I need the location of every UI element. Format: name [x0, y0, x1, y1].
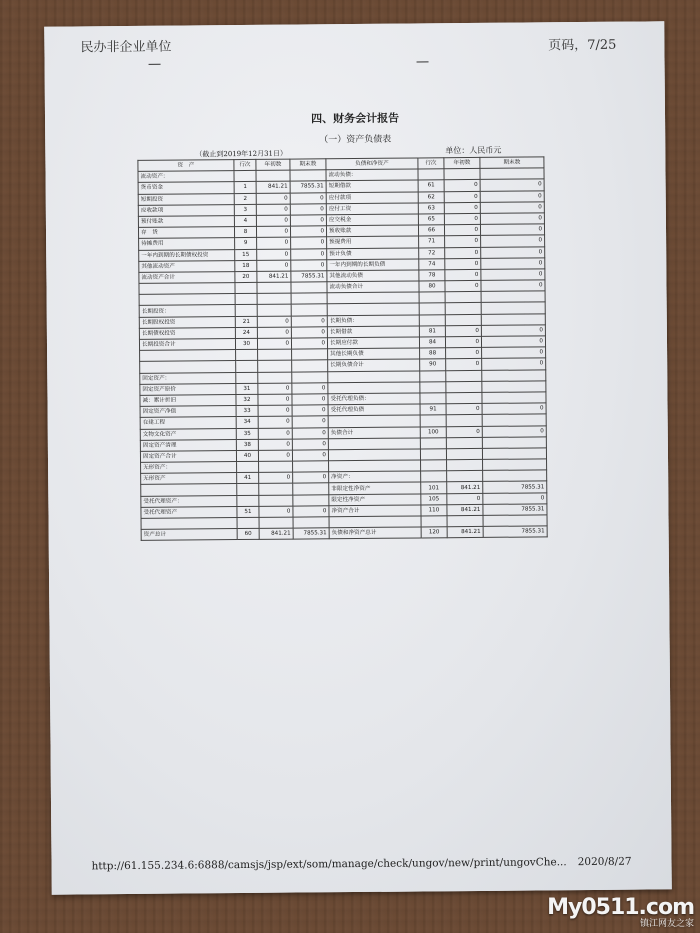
cell-asset-begin — [257, 282, 291, 293]
cell-asset-end: 0 — [290, 204, 326, 216]
header-cell: 行次 — [418, 158, 444, 169]
cell-asset-line: 41 — [237, 473, 259, 484]
header-cell: 期末数 — [480, 157, 544, 169]
cell-liability-name: 应付工资 — [326, 203, 418, 215]
cell-asset-end: 7855.31 — [290, 181, 326, 193]
cell-asset-begin: 0 — [258, 383, 292, 394]
cell-asset-end: 0 — [291, 259, 327, 271]
cell-liability-line: 61 — [418, 180, 444, 191]
cell-liability-begin: 841.21 — [447, 504, 483, 516]
balance-sheet-table — [137, 156, 547, 541]
divider — [417, 61, 429, 62]
cell-liability-end: 0 — [482, 358, 546, 370]
cell-liability-name: 受托代理负债 — [328, 404, 420, 416]
cell-asset-end: 7855.31 — [293, 528, 329, 540]
cell-liability-begin — [446, 415, 482, 427]
cell-liability-end — [481, 302, 545, 314]
cell-liability-begin — [445, 292, 481, 304]
cell-asset-begin: 0 — [256, 193, 290, 204]
cell-liability-begin — [447, 515, 483, 527]
cell-asset-name — [140, 350, 236, 362]
cell-liability-begin: 0 — [446, 404, 482, 416]
cell-asset-end: 0 — [293, 472, 329, 484]
cell-liability-name: 预收账款 — [326, 225, 418, 237]
cell-liability-name — [328, 382, 420, 394]
cell-asset-end: 0 — [292, 383, 328, 395]
currency-unit: 单位：人民币元 — [445, 145, 502, 156]
cell-liability-name: 短期借款 — [326, 180, 418, 192]
cell-asset-line: 18 — [235, 260, 257, 271]
cell-liability-name: 非限定性净资产 — [329, 482, 421, 494]
cell-asset-line — [237, 495, 259, 506]
table-row — [141, 526, 547, 541]
cell-liability-name: 长期负债合计 — [328, 359, 420, 371]
cell-asset-line — [237, 517, 259, 528]
cell-liability-begin: 0 — [445, 336, 481, 348]
cell-liability-end — [483, 470, 547, 482]
header-cell: 行次 — [234, 159, 256, 170]
cell-liability-begin — [445, 303, 481, 315]
cell-asset-begin — [258, 360, 292, 371]
cell-asset-name: 长期投资合计 — [139, 339, 235, 351]
cell-asset-line: 32 — [236, 394, 258, 405]
cell-asset-end — [293, 483, 329, 495]
cell-asset-line: 4 — [234, 215, 256, 226]
cell-liability-name: 限定性净资产 — [329, 494, 421, 506]
cell-liability-name — [328, 449, 420, 461]
cell-asset-name: 长期投资： — [139, 305, 235, 317]
cell-liability-end: 0 — [480, 190, 544, 202]
cell-liability-begin: 0 — [444, 191, 480, 203]
cell-liability-end — [481, 291, 545, 303]
cell-asset-end — [292, 360, 328, 372]
cell-asset-line — [235, 282, 257, 293]
section-title: 四、财务会计报告 — [310, 111, 400, 126]
divider — [149, 64, 161, 65]
cell-liability-line: 84 — [419, 337, 445, 348]
cell-asset-name: 应收款项 — [138, 204, 234, 216]
cell-asset-name — [139, 283, 235, 295]
cell-liability-begin: 0 — [444, 225, 480, 237]
cell-liability-begin: 0 — [445, 269, 481, 281]
cell-asset-name: 无形资产： — [141, 462, 237, 474]
cell-liability-line — [419, 292, 445, 303]
cell-asset-begin: 0 — [256, 215, 290, 226]
cell-asset-line: 34 — [236, 417, 258, 428]
cell-asset-end — [291, 304, 327, 316]
cell-asset-line — [235, 294, 257, 305]
cell-asset-end: 0 — [292, 416, 328, 428]
cell-liability-line — [421, 460, 447, 471]
cell-liability-end: 0 — [480, 224, 544, 236]
cell-liability-end: 0 — [482, 403, 546, 415]
cell-liability-begin: 0 — [444, 213, 480, 225]
cell-liability-end: 0 — [480, 179, 544, 191]
cell-liability-line: 120 — [421, 527, 447, 538]
cell-liability-name — [329, 460, 421, 472]
cell-asset-begin: 0 — [257, 338, 291, 349]
cell-asset-begin — [258, 372, 292, 383]
cell-asset-end: 0 — [291, 237, 327, 249]
cell-asset-begin — [259, 495, 293, 506]
cell-liability-line: 101 — [421, 482, 447, 493]
cell-liability-name — [329, 516, 421, 528]
cell-asset-end — [290, 170, 326, 182]
cell-asset-line: 31 — [236, 383, 258, 394]
cell-asset-begin: 0 — [257, 260, 291, 271]
cell-asset-line — [236, 350, 258, 361]
cell-liability-begin: 0 — [445, 280, 481, 292]
cell-liability-name: 受托代理负债： — [328, 393, 420, 405]
cell-liability-name: 长期应付款 — [327, 337, 419, 349]
cell-asset-begin — [259, 484, 293, 495]
cell-asset-begin — [256, 170, 290, 181]
cell-liability-begin: 0 — [445, 236, 481, 248]
page-number: 页码，7/25 — [548, 37, 617, 54]
cell-asset-line: 51 — [237, 506, 259, 517]
cell-asset-name: 短期投资 — [138, 193, 234, 205]
cell-asset-name: 流动资产： — [138, 171, 234, 183]
cell-liability-name: 流动负债： — [326, 169, 418, 181]
header-cell: 期末数 — [290, 159, 326, 171]
cell-liability-begin — [447, 459, 483, 471]
cell-asset-end: 0 — [290, 215, 326, 227]
cell-asset-line: 33 — [236, 405, 258, 416]
cell-asset-end: 0 — [292, 394, 328, 406]
cell-liability-line: 66 — [418, 225, 444, 236]
cell-asset-end: 0 — [292, 450, 328, 462]
cell-liability-line — [421, 516, 447, 527]
cell-liability-begin: 0 — [446, 359, 482, 371]
cell-liability-end: 0 — [481, 325, 545, 337]
cell-liability-name: 应付款项 — [326, 192, 418, 204]
cell-asset-end — [292, 371, 328, 383]
cell-asset-name: 长期债权投资 — [139, 327, 235, 339]
cell-asset-end — [291, 293, 327, 305]
cell-asset-begin: 0 — [259, 472, 293, 483]
cell-liability-begin: 0 — [445, 325, 481, 337]
cell-asset-end — [293, 461, 329, 473]
cell-asset-name: 流动资产合计 — [139, 271, 235, 283]
cell-asset-begin: 0 — [258, 428, 292, 439]
cell-liability-name: 净资产合计 — [329, 505, 421, 517]
cell-liability-begin — [447, 471, 483, 483]
cell-liability-name — [328, 371, 420, 383]
cell-liability-begin — [446, 392, 482, 404]
cell-asset-name: 货币资金 — [138, 182, 234, 194]
org-type-header: 民办非企业单位 — [80, 39, 172, 56]
cell-liability-line — [418, 169, 444, 180]
cell-asset-begin: 0 — [258, 416, 292, 427]
cell-asset-begin: 841.21 — [259, 528, 293, 539]
cell-liability-line — [420, 381, 446, 392]
cell-asset-name — [141, 484, 237, 496]
cell-liability-line: 88 — [420, 348, 446, 359]
cell-liability-end: 7855.31 — [483, 504, 547, 516]
cell-asset-begin: 0 — [257, 316, 291, 327]
cell-asset-begin: 841.21 — [256, 181, 290, 192]
cell-liability-begin: 0 — [446, 348, 482, 360]
cell-liability-name: 长期借款 — [327, 326, 419, 338]
cell-asset-line — [235, 305, 257, 316]
cell-liability-end — [482, 414, 546, 426]
cell-asset-line: 40 — [236, 450, 258, 461]
cell-asset-name: 固定资产净值 — [140, 406, 236, 418]
cell-liability-end — [482, 392, 546, 404]
cell-asset-begin: 0 — [258, 405, 292, 416]
cell-asset-line: 38 — [236, 439, 258, 450]
cell-asset-line: 8 — [234, 227, 256, 238]
cell-asset-end — [293, 517, 329, 529]
cell-asset-begin: 0 — [256, 226, 290, 237]
cell-liability-line: 105 — [421, 493, 447, 504]
cell-liability-line — [420, 449, 446, 460]
cell-asset-line: 21 — [235, 316, 257, 327]
cell-liability-begin — [446, 437, 482, 449]
cell-liability-name: 流动负债合计 — [327, 281, 419, 293]
cell-liability-line: 80 — [419, 281, 445, 292]
cell-asset-begin: 0 — [258, 450, 292, 461]
cell-asset-name: 无形资产 — [141, 473, 237, 485]
cell-asset-end: 0 — [291, 248, 327, 260]
cell-asset-end: 0 — [291, 315, 327, 327]
cell-asset-name: 资产总计 — [141, 529, 237, 541]
cell-liability-name — [327, 303, 419, 315]
cell-liability-begin: 0 — [445, 247, 481, 259]
cell-asset-name: 固定资产： — [140, 372, 236, 384]
cell-liability-name: 净资产： — [329, 471, 421, 483]
cell-asset-line: 30 — [235, 338, 257, 349]
cell-liability-name — [327, 292, 419, 304]
cell-liability-end — [482, 437, 546, 449]
watermark-tagline: 镇江网友之家 — [639, 919, 694, 929]
cell-liability-line — [420, 415, 446, 426]
cell-asset-name — [141, 518, 237, 530]
cell-asset-begin — [258, 349, 292, 360]
cell-liability-end: 0 — [482, 425, 546, 437]
cell-asset-end: 0 — [290, 226, 326, 238]
cell-asset-name: 固定资产合计 — [140, 450, 236, 462]
cell-liability-begin: 841.21 — [447, 482, 483, 494]
cell-asset-begin: 0 — [257, 237, 291, 248]
watermark — [547, 895, 694, 929]
header-cell: 年初数 — [444, 157, 480, 169]
watermark-brand: My0511.com — [547, 895, 694, 920]
cell-asset-line: 9 — [235, 238, 257, 249]
header-cell: 负债和净资产 — [326, 158, 418, 170]
paper-sheet — [44, 21, 672, 894]
cell-asset-line: 35 — [236, 428, 258, 439]
cell-asset-name — [139, 294, 235, 306]
cell-liability-begin: 0 — [445, 258, 481, 270]
as-of-date: （截止到2019年12月31日） — [195, 149, 288, 159]
cell-liability-end — [482, 448, 546, 460]
cell-asset-name: 减：累计折旧 — [140, 395, 236, 407]
cell-asset-line: 2 — [234, 193, 256, 204]
cell-liability-end: 0 — [481, 280, 545, 292]
cell-liability-line — [419, 303, 445, 314]
cell-liability-end — [483, 459, 547, 471]
header-cell: 资 产 — [138, 160, 234, 172]
cell-liability-end: 0 — [483, 492, 547, 504]
cell-asset-name: 长期股权投资 — [139, 316, 235, 328]
cell-liability-end: 7855.31 — [483, 526, 547, 538]
cell-asset-end: 0 — [292, 427, 328, 439]
cell-asset-name: 存 货 — [138, 227, 234, 239]
cell-asset-begin — [259, 517, 293, 528]
cell-liability-line: 81 — [419, 326, 445, 337]
cell-asset-name: 固定资产原价 — [140, 383, 236, 395]
cell-asset-begin: 0 — [256, 204, 290, 215]
cell-asset-begin: 0 — [257, 327, 291, 338]
cell-asset-line: 1 — [234, 182, 256, 193]
cell-liability-begin — [444, 169, 480, 181]
cell-asset-line — [237, 484, 259, 495]
table-title: （一）资产负债表 — [319, 134, 392, 146]
cell-liability-begin — [446, 381, 482, 393]
cell-asset-line: 24 — [235, 327, 257, 338]
cell-liability-end: 0 — [481, 269, 545, 281]
cell-asset-end: 0 — [292, 438, 328, 450]
cell-asset-begin: 841.21 — [257, 271, 291, 282]
cell-liability-end: 0 — [481, 246, 545, 258]
cell-liability-line: 71 — [419, 236, 445, 247]
cell-asset-begin: 0 — [257, 249, 291, 260]
cell-asset-line — [237, 461, 259, 472]
cell-liability-line — [420, 370, 446, 381]
cell-liability-end — [483, 515, 547, 527]
cell-asset-line — [234, 171, 256, 182]
cell-asset-name: 受托代理资产 — [141, 506, 237, 518]
cell-asset-end: 0 — [291, 327, 327, 339]
cell-liability-name: 其他流动负债 — [327, 270, 419, 282]
cell-asset-begin: 0 — [258, 394, 292, 405]
cell-liability-end: 0 — [480, 202, 544, 214]
cell-asset-begin: 0 — [259, 506, 293, 517]
cell-liability-line — [419, 314, 445, 325]
cell-liability-begin: 0 — [447, 493, 483, 505]
cell-asset-end: 0 — [293, 506, 329, 518]
cell-liability-line — [421, 471, 447, 482]
cell-asset-line — [236, 372, 258, 383]
cell-asset-line: 3 — [234, 204, 256, 215]
cell-asset-line: 60 — [237, 529, 259, 540]
cell-liability-name: 预计负债 — [327, 247, 419, 259]
cell-liability-line: 100 — [420, 426, 446, 437]
cell-asset-end — [292, 349, 328, 361]
cell-liability-end — [481, 313, 545, 325]
cell-liability-name: 一年内到期的长期负债 — [327, 259, 419, 271]
header-cell: 年初数 — [256, 159, 290, 170]
cell-asset-end: 7855.31 — [291, 271, 327, 283]
cell-asset-end: 0 — [291, 338, 327, 350]
cell-liability-end: 7855.31 — [483, 481, 547, 493]
cell-liability-line: 90 — [420, 359, 446, 370]
cell-liability-end — [482, 381, 546, 393]
cell-asset-name — [140, 361, 236, 373]
cell-liability-end — [482, 369, 546, 381]
cell-liability-begin: 0 — [446, 426, 482, 438]
cell-liability-line: 74 — [419, 258, 445, 269]
cell-liability-begin: 0 — [444, 202, 480, 214]
cell-liability-begin — [446, 448, 482, 460]
cell-asset-name: 待摊费用 — [139, 238, 235, 250]
cell-asset-end: 0 — [292, 405, 328, 417]
cell-asset-name: 固定资产清理 — [140, 439, 236, 451]
cell-asset-end: 0 — [290, 192, 326, 204]
cell-liability-name: 负债和净资产总计 — [329, 527, 421, 539]
cell-asset-end — [291, 282, 327, 294]
cell-asset-begin — [259, 461, 293, 472]
cell-asset-name: 在建工程 — [140, 417, 236, 429]
cell-asset-begin — [257, 293, 291, 304]
cell-liability-end: 0 — [481, 336, 545, 348]
cell-asset-line: 15 — [235, 249, 257, 260]
cell-liability-begin: 841.21 — [447, 527, 483, 539]
cell-liability-name: 应交税金 — [326, 214, 418, 226]
cell-liability-line: 72 — [419, 247, 445, 258]
cell-liability-name: 长期负债： — [327, 315, 419, 327]
cell-asset-begin — [257, 305, 291, 316]
cell-asset-name: 其他流动资产 — [139, 260, 235, 272]
cell-asset-name: 一年内到期的长期债权投资 — [139, 249, 235, 261]
cell-asset-begin: 0 — [258, 439, 292, 450]
cell-liability-name: 预提费用 — [327, 236, 419, 248]
cell-liability-begin — [446, 370, 482, 382]
cell-liability-end: 0 — [481, 235, 545, 247]
cell-liability-line: 65 — [418, 214, 444, 225]
cell-liability-name: 其他长期负债 — [328, 348, 420, 360]
cell-liability-line — [420, 393, 446, 404]
footer-date: 2020/8/27 — [577, 855, 632, 869]
cell-liability-begin: 0 — [444, 180, 480, 192]
cell-liability-end: 0 — [482, 347, 546, 359]
cell-liability-end: 0 — [480, 213, 544, 225]
cell-asset-line: 20 — [235, 271, 257, 282]
cell-liability-begin — [445, 314, 481, 326]
cell-asset-name: 文物文化资产 — [140, 428, 236, 440]
cell-liability-line: 63 — [418, 202, 444, 213]
cell-asset-line — [236, 361, 258, 372]
cell-asset-end — [293, 494, 329, 506]
cell-liability-line: 91 — [420, 404, 446, 415]
cell-liability-line: 62 — [418, 191, 444, 202]
cell-asset-name: 预付账款 — [138, 216, 234, 228]
cell-liability-name — [328, 415, 420, 427]
footer-url: http://61.155.234.6:6888/camsjs/jsp/ext/som/manage/check/ungov/new/print/ungovChe... — [91, 856, 567, 873]
cell-liability-line — [420, 437, 446, 448]
cell-liability-name: 负债合计 — [328, 426, 420, 438]
cell-liability-line: 110 — [421, 505, 447, 516]
cell-liability-name — [328, 438, 420, 450]
cell-liability-end — [480, 168, 544, 180]
cell-asset-name: 受托代理资产： — [141, 495, 237, 507]
cell-liability-line: 78 — [419, 270, 445, 281]
cell-liability-end: 0 — [481, 258, 545, 270]
